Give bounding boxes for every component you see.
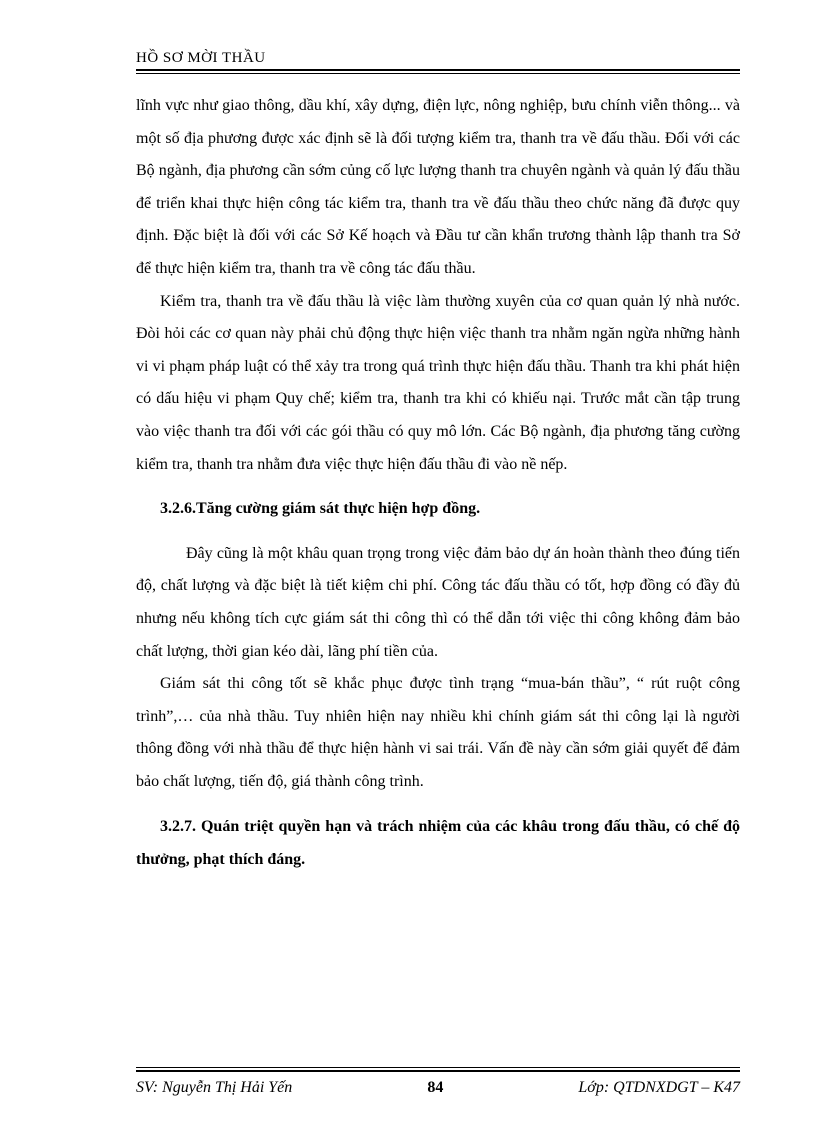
paragraph-3: Đây cũng là một khâu quan trọng trong việc đảm bảo dự án hoàn thành theo đúng tiến độ, chất lượng và đặc biệt là tiết kiệm chi phí. Công tác đấu thầu có tốt, hợp đồng có đầy đủ nhưng nếu không tích cực giám sát thi công thì có thể dẫn tới việc thi công không đảm bảo chất lượng, thời gian kéo dài, lãng phí tiền của. (136, 544, 740, 660)
section-heading-3-2-7: 3.2.7. Quán triệt quyền hạn và trách nhiệm của các khâu trong đấu thầu, có chế độ thưởng, phạt thích đáng. (136, 818, 740, 869)
footer-student-name: SV: Nguyễn Thị Hải Yến (136, 1079, 293, 1096)
header-rule-thin (136, 73, 740, 74)
header-title: HỒ SƠ MỜI THẦU (136, 50, 266, 66)
page-number: 84 (427, 1079, 444, 1096)
header-rule-thick (136, 69, 740, 71)
footer-class: Lớp: QTDNXDGT – K47 (578, 1079, 740, 1096)
paragraph-2: Kiểm tra, thanh tra về đấu thầu là việc làm thường xuyên của cơ quan quản lý nhà nước. Đòi hỏi các cơ quan này phải chủ động thực hiện việc thanh tra nhằm ngăn ngừa những hành vi vi phạm pháp luật có thể xảy tra trong quá trình thực hiện đấu thầu. Thanh tra khi phát hiện có dấu hiệu vi phạm Quy chế; kiểm tra, thanh tra khi có khiếu nại. Trước mắt cần tập trung vào việc thanh tra đối với các gói thầu có quy mô lớn. Các Bộ ngành, địa phương tăng cường kiểm tra, thanh tra nhằm đưa việc thực hiện đấu thầu đi vào nề nếp. (136, 292, 740, 473)
footer-rule-thick (136, 1070, 740, 1072)
page-footer (136, 1067, 740, 1098)
footer-row (136, 1078, 740, 1098)
document-body (136, 90, 740, 876)
page-header (136, 48, 740, 74)
section-heading-3-2-6: 3.2.6.Tăng cường giám sát thực hiện hợp đồng. (160, 500, 481, 518)
paragraph-1: lĩnh vực như giao thông, dầu khí, xây dựng, điện lực, nông nghiệp, bưu chính viễn thông... và một số địa phương được xác định sẽ là đối tượng kiểm tra, thanh tra về đấu thầu. Đối với các Bộ ngành, địa phương cần sớm củng cố lực lượng thanh tra chuyên ngành và quản lý đấu thầu để triển khai thực hiện công tác kiểm tra, thanh tra về đấu thầu theo chức năng đã được quy định. Đặc biệt là đối với các Sở Kế hoạch và Đầu tư cần khẩn trương thành lập thanh tra Sở để thực hiện kiểm tra, thanh tra về công tác đấu thầu. (136, 97, 740, 277)
paragraph-4: Giám sát thi công tốt sẽ khắc phục được tình trạng “mua-bán thầu”, “ rút ruột công trình”,… của nhà thầu. Tuy nhiên hiện nay nhiều khi chính giám sát thi công lại là người thông đồng với nhà thầu để thực hiện hành vi sai trái. Vấn đề này cần sớm giải quyết để đảm bảo chất lượng, tiến độ, giá thành công trình. (136, 675, 740, 790)
footer-rule-thin (136, 1067, 740, 1068)
